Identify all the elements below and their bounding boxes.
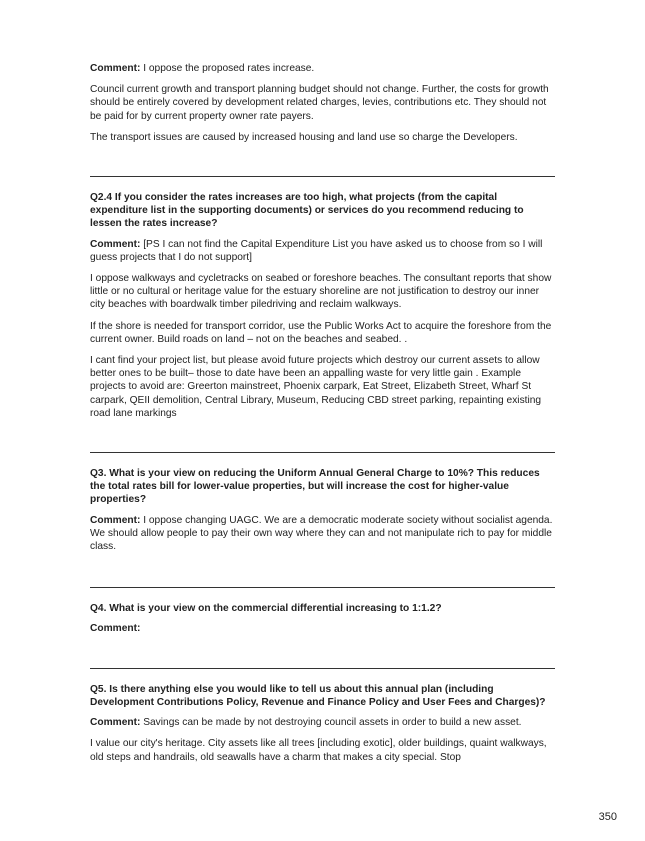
comment-paragraph [90,716,555,729]
question-heading: Q4. What is your view on the commercial differential increasing to 1:1.2? [90,603,442,615]
question-heading: Q2.4 If you consider the rates increases are too high, what projects (from the capital expenditure list in the supporting documents) or services do you recommend reducing to lessen the rates increase? [90,192,524,230]
comment-text: I oppose the proposed rates increase. [140,63,315,74]
spacer [90,152,555,176]
body-paragraph: I cant find your project list, but please avoid future projects which destroy our current assets to allow better ones to be built– those to date have been an appalling waste for very little gain . Example projects to avoid are: Greerton mainstreet, Phoenix carpark, Eat Street, Elizabeth Street, Wharf St carpark, QEII demolition, Central Library, Museum, Reducing CBD street parking, repainting existing road lane markings [90,355,542,419]
comment-paragraph [90,62,555,75]
body-paragraph: Council current growth and transport planning budget should not change. Further, the costs for growth should be entirely covered by development related charges, levies, contributions etc. They should not be paid for by current property owner rate payers. [90,84,549,122]
document-body [90,62,555,772]
comment-label: Comment: [90,63,141,74]
body-paragraph: If the shore is needed for transport corridor, use the Public Works Act to acquire the foreshore from the current owner. Build roads on land – not on the beaches and seabed. . [90,320,552,345]
spacer [90,428,555,452]
page-number: 350 [598,811,617,823]
comment-label: Comment: [90,514,141,526]
comment-paragraph [90,238,555,264]
spacer [90,177,555,191]
comment-text: [PS I can not find the Capital Expenditure List you have asked us to choose from so I will guess projects that I do not support] [90,238,543,263]
comment-text: I oppose changing UAGC. We are a democratic moderate society without socialist agenda. We should allow people to pay their own way where they can and not manipulate rich to pay for middle class. [90,514,553,553]
comment-label: Comment: [90,717,141,729]
comment-text: Savings can be made by not destroying council assets in order to build a new asset. [140,717,522,729]
spacer [90,588,555,602]
spacer [90,453,555,467]
body-paragraph: The transport issues are caused by increased housing and land use so charge the Developers. [90,131,518,143]
spacer [90,644,555,668]
body-paragraph: I value our city's heritage. City assets like all trees [including exotic], older buildings, quaint walkways, old steps and handrails, old seawalls have a charm that makes a city special. Stop [90,738,547,763]
body-paragraph: I oppose walkways and cycletracks on seabed or foreshore beaches. The consultant reports that show little or no cultural or heritage value for the estuary shoreline are not justification to destroy our inner city beaches with boardwalk timber piledriving and reclaim walkways. [90,273,552,311]
comment-label: Comment: [90,623,141,635]
question-heading: Q5. Is there anything else you would like to tell us about this annual plan (including Development Contributions Policy, Revenue and Finance Policy and User Fees and Charges)? [90,683,546,708]
question-heading: Q3. What is your view on reducing the Uniform Annual General Charge to 10%? This reduces the total rates bill for lower-value properties, but will increase the cost for higher-value properties? [90,468,540,506]
comment-paragraph [90,514,555,554]
comment-label: Comment: [90,238,141,250]
comment-paragraph [90,622,555,635]
spacer [90,561,555,587]
spacer [90,669,555,683]
